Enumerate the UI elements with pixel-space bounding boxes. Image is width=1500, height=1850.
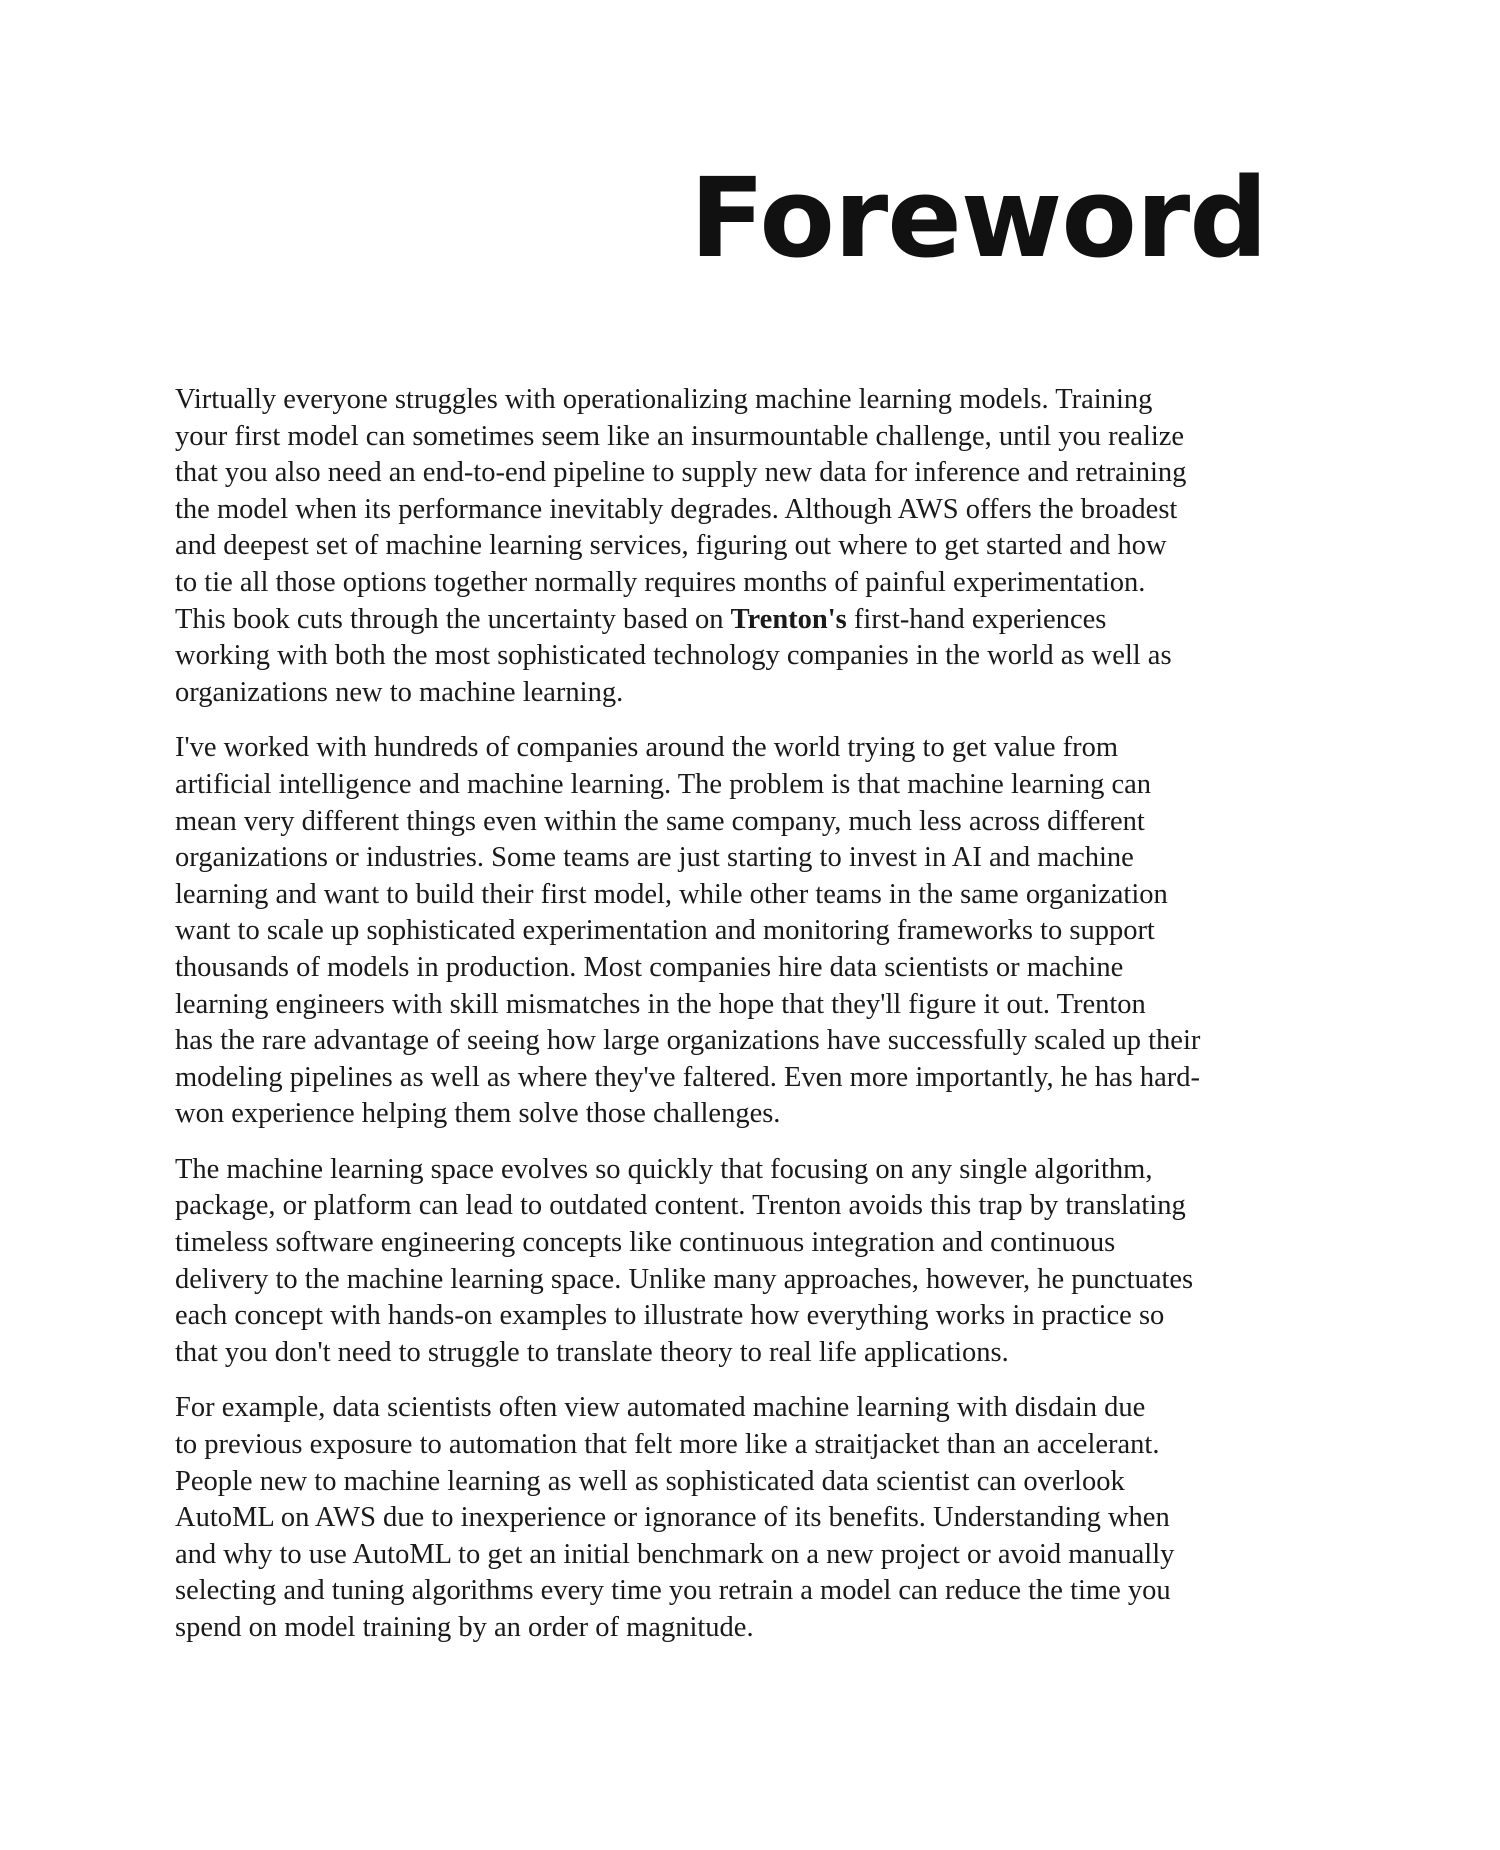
text-line: want to scale up sophisticated experimentation and monitoring frameworks to support — [175, 915, 1155, 947]
text-line: timeless software engineering concepts like continuous integration and continuous — [175, 1227, 1116, 1259]
text-line: thousands of models in production. Most companies hire data scientists or machine — [175, 951, 1124, 983]
text-line: has the rare advantage of seeing how large organizations have successfully scaled up their — [175, 1025, 1201, 1057]
text-line: selecting and tuning algorithms every time you retrain a model can reduce the time you — [175, 1575, 1171, 1607]
text-line: delivery to the machine learning space. Unlike many approaches, however, he punctuates — [175, 1263, 1194, 1295]
paragraph — [175, 1390, 1280, 1646]
text-line: The machine learning space evolves so quickly that focusing on any single algorithm, — [175, 1153, 1153, 1185]
text-line: that you also need an end-to-end pipeline to supply new data for inference and retraining — [175, 457, 1187, 489]
text-line: AutoML on AWS due to inexperience or ignorance of its benefits. Understanding when — [175, 1502, 1170, 1534]
text-line: organizations new to machine learning. — [175, 676, 624, 708]
text-line — [175, 602, 1280, 639]
text-line: to tie all those options together normally requires months of painful experimentation. — [175, 566, 1146, 598]
text-segment: first-hand experiences — [846, 603, 1107, 635]
text-line: learning and want to build their first model, while other teams in the same organization — [175, 878, 1168, 910]
text-line: modeling pipelines as well as where they've faltered. Even more importantly, he has hard- — [175, 1061, 1200, 1093]
text-line: learning engineers with skill mismatches in the hope that they'll figure it out. Trenton — [175, 988, 1146, 1020]
text-line: won experience helping them solve those challenges. — [175, 1098, 781, 1130]
text-line: artificial intelligence and machine learning. The problem is that machine learning can — [175, 768, 1151, 800]
foreword-body — [175, 382, 1280, 1666]
text-line: each concept with hands-on examples to illustrate how everything works in practice so — [175, 1300, 1165, 1332]
text-line: your first model can sometimes seem like an insurmountable challenge, until you realize — [175, 420, 1185, 452]
text-line: For example, data scientists often view automated machine learning with disdain due — [175, 1392, 1146, 1424]
text-line: the model when its performance inevitably degrades. Although AWS offers the broadest — [175, 493, 1178, 525]
text-segment: This book cuts through the uncertainty based on — [175, 603, 731, 635]
text-line: spend on model training by an order of magnitude. — [175, 1612, 754, 1643]
author-name: Trenton's — [730, 603, 847, 635]
text-line: and why to use AutoML to get an initial benchmark on a new project or avoid manually — [175, 1538, 1175, 1570]
text-line: mean very different things even within the same company, much less across different — [175, 805, 1145, 837]
text-line: I've worked with hundreds of companies around the world trying to get value from — [175, 732, 1119, 764]
paragraph — [175, 1152, 1280, 1372]
text-line: organizations or industries. Some teams are just starting to invest in AI and machine — [175, 842, 1134, 874]
text-line: package, or platform can lead to outdated content. Trenton avoids this trap by translating — [175, 1190, 1186, 1222]
text-line: People new to machine learning as well as sophisticated data scientist can overlook — [175, 1465, 1125, 1497]
text-line: and deepest set of machine learning services, figuring out where to get started and how — [175, 530, 1167, 562]
text-line: to previous exposure to automation that felt more like a straitjacket than an accelerant. — [175, 1429, 1160, 1461]
text-line: that you don't need to struggle to translate theory to real life applications. — [175, 1336, 1009, 1368]
text-line: Virtually everyone struggles with operationalizing machine learning models. Training — [175, 384, 1153, 415]
text-line: working with both the most sophisticated technology companies in the world as well as — [175, 640, 1172, 672]
page-title: Foreword — [689, 154, 1267, 282]
paragraph — [175, 730, 1280, 1133]
paragraph — [175, 382, 1280, 711]
